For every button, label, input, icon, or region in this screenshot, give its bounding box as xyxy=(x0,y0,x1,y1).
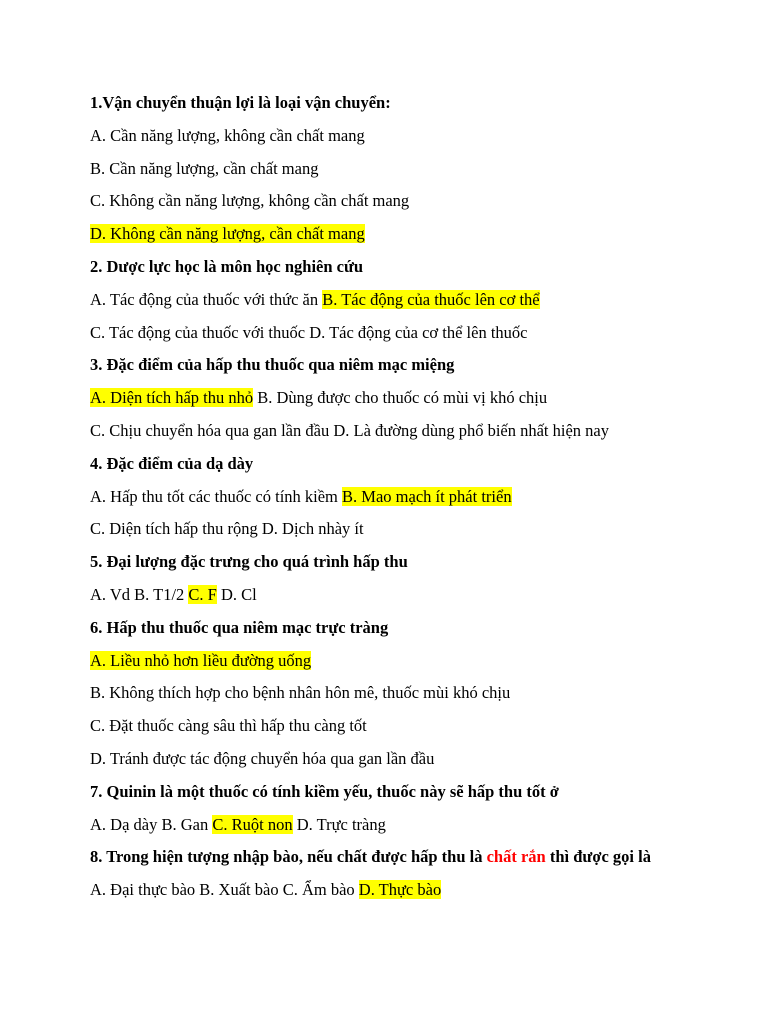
q5-option-b: B. T1/2 xyxy=(134,584,185,604)
q4-option-d: D. Dịch nhày ít xyxy=(261,519,364,539)
question-3: 3. Đặc điểm của hấp thu thuốc qua niêm mạc miệng xyxy=(90,355,455,375)
q7-option-b: B. Gan xyxy=(161,814,209,834)
q4-option-row-ab xyxy=(90,486,690,507)
q8-option-d-highlighted: D. Thực bào xyxy=(358,880,442,900)
q5-option-c-highlighted: C. F xyxy=(188,584,217,604)
q4-option-c: C. Diện tích hấp thu rộng xyxy=(90,519,258,539)
question-2: 2. Dược lực học là môn học nghiên cứu xyxy=(90,256,364,276)
q1-option-a: A. Cần năng lượng, không cần chất mang xyxy=(90,125,365,145)
q4-option-b-highlighted: B. Mao mạch ít phát triển xyxy=(342,486,512,506)
q8-option-a: A. Đại thực bào xyxy=(90,880,196,900)
q6-option-row-a xyxy=(90,650,690,671)
q3-option-row-ab xyxy=(90,387,690,408)
q1-option-c: C. Không cần năng lượng, không cần chất mang xyxy=(90,191,410,211)
q7-option-d: D. Trực tràng xyxy=(296,814,386,834)
q6-option-b: B. Không thích hợp cho bệnh nhân hôn mê, thuốc mùi khó chịu xyxy=(90,683,511,703)
q2-option-a: A. Tác động của thuốc với thức ăn xyxy=(90,289,319,309)
q3-option-d: D. Là đường dùng phổ biến nhất hiện nay xyxy=(333,420,609,440)
q3-option-c: C. Chịu chuyển hóa qua gan lần đầu xyxy=(90,420,330,440)
q2-option-d: D. Tác động của cơ thể lên thuốc xyxy=(309,322,528,342)
q8-option-row xyxy=(90,879,690,900)
q3-option-a-highlighted: A. Diện tích hấp thu nhỏ xyxy=(90,388,254,408)
question-1: 1.Vận chuyển thuận lợi là loại vận chuyển: xyxy=(90,93,391,112)
q5-option-d: D. Cl xyxy=(220,584,257,604)
q5-option-row xyxy=(90,584,690,605)
question-6: 6. Hấp thu thuốc qua niêm mạc trực tràng xyxy=(90,617,389,637)
q8-option-b: B. Xuất bào xyxy=(199,880,279,900)
q3-option-row-cd xyxy=(90,420,690,441)
q1-option-row-d xyxy=(90,223,690,244)
q8-emphasis-text: chất rắn xyxy=(486,847,546,867)
q7-option-c-highlighted: C. Ruột non xyxy=(212,814,293,834)
q2-option-row-ab xyxy=(90,289,690,310)
question-8 xyxy=(90,846,690,867)
q6-option-a-highlighted: A. Liều nhỏ hơn liều đường uống xyxy=(90,650,312,670)
question-7: 7. Quinin là một thuốc có tính kiềm yếu, thuốc này sẽ hấp thu tốt ở xyxy=(90,781,559,801)
q7-option-a: A. Dạ dày xyxy=(90,814,158,834)
q2-option-c: C. Tác động của thuốc với thuốc xyxy=(90,322,306,342)
q5-option-a: A. Vd xyxy=(90,584,131,604)
q8-text-start: 8. Trong hiện tượng nhập bào, nếu chất được hấp thu là xyxy=(90,847,483,867)
q4-option-a: A. Hấp thu tốt các thuốc có tính kiềm xyxy=(90,486,338,506)
question-5: 5. Đại lượng đặc trưng cho quá trình hấp thu xyxy=(90,552,408,572)
q2-option-row-cd xyxy=(90,322,690,343)
q6-option-d: D. Tránh được tác động chuyển hóa qua gan lần đầu xyxy=(90,748,435,768)
quiz-document xyxy=(90,92,690,912)
q3-option-b: B. Dùng được cho thuốc có mùi vị khó chịu xyxy=(257,388,548,408)
q2-option-b-highlighted: B. Tác động của thuốc lên cơ thể xyxy=(322,289,540,309)
q1-option-d-highlighted: D. Không cần năng lượng, cần chất mang xyxy=(90,224,365,244)
question-4: 4. Đặc điểm của dạ dày xyxy=(90,453,254,473)
q8-text-end: thì được gọi là xyxy=(549,847,651,867)
q6-option-c: C. Đặt thuốc càng sâu thì hấp thu càng tốt xyxy=(90,716,367,736)
q1-option-b: B. Cần năng lượng, cần chất mang xyxy=(90,158,319,178)
q7-option-row xyxy=(90,814,690,835)
q4-option-row-cd xyxy=(90,518,690,539)
q8-option-c: C. Ẩm bào xyxy=(282,880,355,900)
